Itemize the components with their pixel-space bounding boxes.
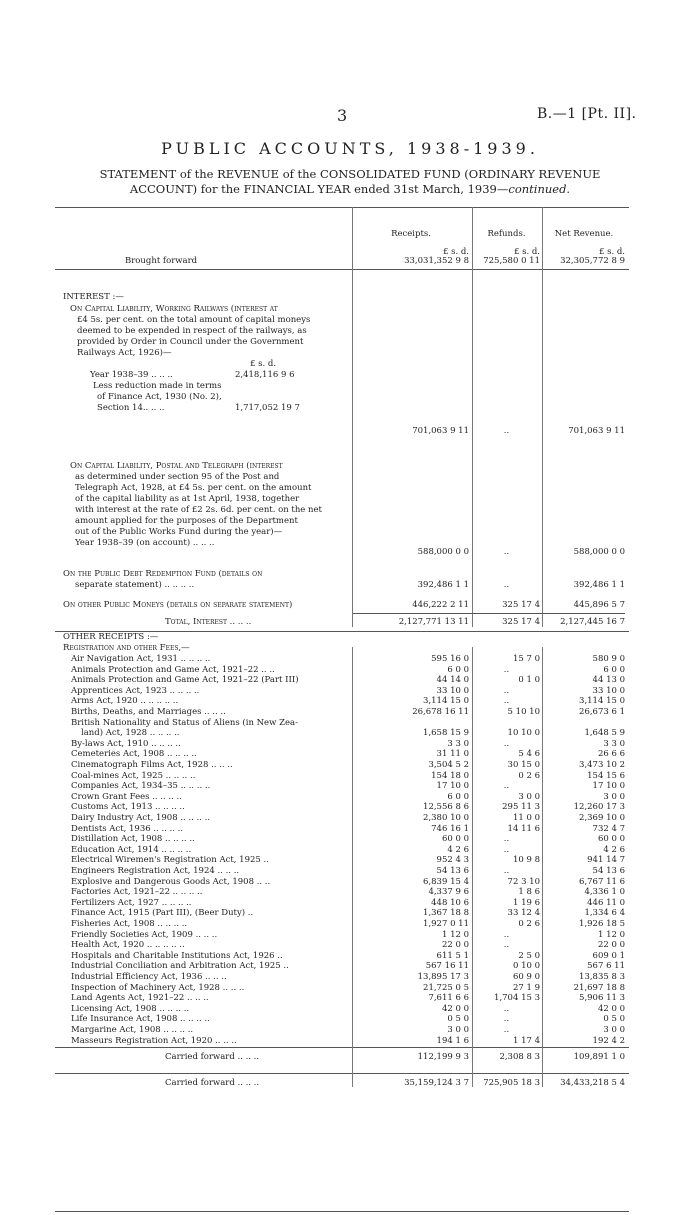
row-net: 1 12 0 bbox=[597, 929, 625, 940]
other-public-moneys-row bbox=[55, 600, 629, 611]
table-row bbox=[55, 792, 629, 803]
row-receipts: 3,504 5 2 bbox=[428, 760, 469, 770]
row-net: 732 4 7 bbox=[592, 823, 625, 834]
postal-amount-row bbox=[55, 547, 629, 558]
row-refunds: .. bbox=[503, 738, 510, 749]
column-header-refunds: Refunds. bbox=[487, 229, 526, 239]
row-refunds: 0 2 6 bbox=[518, 919, 540, 929]
railways-year-amount: 2,418,116 9 6 bbox=[235, 370, 295, 380]
row-net: 567 6 11 bbox=[587, 961, 625, 972]
row-receipts: 0 5 0 bbox=[447, 1014, 469, 1025]
table-row bbox=[55, 696, 629, 707]
railways-receipts: 701,063 9 11 bbox=[412, 426, 469, 436]
row-refunds: 295 11 3 bbox=[502, 802, 540, 813]
row-label: Crown Grant Fees .. .. .. .. bbox=[71, 791, 182, 802]
carried-forward-row bbox=[55, 1078, 629, 1089]
row-label: Engineers Registration Act, 1924 .. .. .. bbox=[71, 866, 240, 876]
table-row bbox=[55, 866, 629, 877]
table-row bbox=[55, 675, 629, 686]
row-label: Customs Act, 1913 .. .. .. .. bbox=[71, 802, 185, 813]
railways-amount-row bbox=[55, 426, 629, 437]
row-receipts: 31 11 0 bbox=[436, 749, 469, 760]
row-receipts: 595 16 0 bbox=[431, 654, 469, 664]
carried-inner-receipts: 112,199 9 3 bbox=[417, 1052, 469, 1062]
debt-amount-row bbox=[55, 580, 629, 591]
row-refunds: 0 1 0 bbox=[518, 675, 540, 686]
row-receipts: 60 0 0 bbox=[441, 834, 469, 845]
row-label: Animals Protection and Game Act, 1921–22 (Part III) bbox=[71, 675, 299, 686]
table-row bbox=[55, 940, 629, 951]
row-receipts: 13,895 17 3 bbox=[417, 972, 469, 982]
row-receipts: 6 0 0 bbox=[447, 791, 469, 802]
railway-block-line: Railways Act, 1926)— bbox=[77, 348, 172, 358]
registration-subheading: Registration and other Fees,— bbox=[63, 643, 190, 653]
row-label: Fisheries Act, 1908 .. .. .. .. bbox=[71, 919, 188, 929]
row-net: 3,473 10 2 bbox=[579, 760, 625, 770]
table-row bbox=[55, 877, 629, 888]
row-receipts: 746 16 1 bbox=[431, 823, 469, 834]
subtitle-line-2 bbox=[60, 182, 640, 197]
row-receipts: 6,839 15 4 bbox=[423, 876, 469, 887]
row-refunds: 10 10 0 bbox=[507, 728, 540, 739]
subtitle-line-2-text: ACCOUNT) for the FINANCIAL YEAR ended 31st March, 1939— bbox=[129, 182, 509, 196]
row-receipts: 33 10 0 bbox=[436, 685, 469, 696]
row-label: Cinematograph Films Act, 1928 .. .. .. bbox=[71, 760, 233, 770]
row-label: Life Insurance Act, 1908 .. .. .. .. bbox=[71, 1014, 210, 1025]
row-net: 33 10 0 bbox=[592, 685, 625, 696]
table-row bbox=[55, 760, 629, 771]
row-receipts: 3 3 0 bbox=[447, 738, 469, 749]
debt-receipts: 392,486 1 1 bbox=[417, 580, 469, 590]
railway-block-line: provided by Order in Council under the Government bbox=[77, 337, 304, 347]
row-label: British Nationality and Status of Aliens (in New Zea- bbox=[71, 717, 298, 728]
total-interest-net: 2,127,445 16 7 bbox=[560, 617, 625, 627]
debt-net: 392,486 1 1 bbox=[573, 580, 625, 590]
row-label: Dentists Act, 1936 .. .. .. .. bbox=[71, 823, 184, 834]
row-label: Animals Protection and Game Act, 1921–22 .. .. bbox=[71, 664, 275, 675]
row-net: 3,114 15 0 bbox=[579, 696, 625, 707]
row-net: 3 3 0 bbox=[603, 738, 625, 749]
table-row bbox=[55, 993, 629, 1004]
row-label: Fertilizers Act, 1927 .. .. .. .. bbox=[71, 897, 192, 908]
col-divider-1 bbox=[352, 207, 353, 627]
page-title: PUBLIC ACCOUNTS, 1938-1939. bbox=[161, 139, 539, 158]
row-net: 3 0 0 bbox=[603, 1025, 625, 1035]
row-net: 1,648 5 9 bbox=[584, 728, 625, 739]
row-net: 3 0 0 bbox=[603, 791, 625, 802]
row-net: 192 4 2 bbox=[592, 1035, 625, 1046]
other-public-moneys-net: 445,896 5 7 bbox=[573, 600, 625, 610]
row-net: 4 2 6 bbox=[603, 844, 625, 855]
row-refunds: 1 8 6 bbox=[518, 887, 540, 898]
total-interest-refunds: 325 17 4 bbox=[502, 617, 540, 627]
row-refunds: .. bbox=[503, 696, 510, 707]
row-net: 941 14 7 bbox=[587, 855, 625, 866]
subtitle-line-1: STATEMENT of the REVENUE of the CONSOLIDATED FUND (ORDINARY REVENUE bbox=[99, 167, 601, 181]
row-receipts: 154 18 0 bbox=[431, 770, 469, 781]
row-receipts: 194 1 6 bbox=[436, 1035, 469, 1046]
row-receipts: 1 12 0 bbox=[441, 929, 469, 940]
column-header-net: Net Revenue. bbox=[554, 229, 614, 239]
table-row bbox=[55, 802, 629, 813]
carried-forward-net: 34,433,218 5 4 bbox=[560, 1078, 625, 1088]
table-row bbox=[55, 781, 629, 792]
subtotal-rule bbox=[353, 613, 625, 614]
row-refunds: 1 19 6 bbox=[512, 897, 540, 908]
row-refunds: 27 1 9 bbox=[512, 982, 540, 993]
row-receipts: 448 10 6 bbox=[431, 897, 469, 908]
row-label: Health Act, 1920 .. .. .. .. .. bbox=[71, 940, 185, 951]
railways-less-line-2: of Finance Act, 1930 (No. 2), bbox=[97, 392, 222, 402]
row-net: 4,336 1 0 bbox=[584, 887, 625, 898]
row-net: 21,697 18 8 bbox=[573, 982, 625, 993]
carried-inner-net: 109,891 1 0 bbox=[573, 1052, 625, 1062]
postal-block-line: as determined under section 95 of the Post and bbox=[75, 472, 280, 482]
page-number: 3 bbox=[337, 106, 348, 125]
table-row bbox=[55, 824, 629, 835]
row-net: 6 0 0 bbox=[603, 664, 625, 675]
row-net: 154 15 6 bbox=[587, 770, 625, 781]
row-receipts: 44 14 0 bbox=[436, 675, 469, 686]
railways-less-amount: 1,717,052 19 7 bbox=[235, 403, 300, 413]
row-label: Education Act, 1914 .. .. .. .. bbox=[71, 844, 192, 855]
row-refunds: 30 15 0 bbox=[507, 760, 540, 770]
row-label: Inspection of Machinery Act, 1928 .. .. .. bbox=[71, 982, 245, 993]
railways-refunds: .. bbox=[503, 426, 510, 436]
row-refunds: 5 4 6 bbox=[518, 749, 540, 760]
other-public-moneys-label: On other Public Moneys (details on separate statement) bbox=[63, 600, 293, 610]
row-label: land) Act, 1928 .. .. .. .. bbox=[81, 728, 180, 739]
lsd-header-net: £ s. d. bbox=[598, 247, 625, 257]
railways-net: 701,063 9 11 bbox=[568, 426, 625, 436]
row-receipts: 17 10 0 bbox=[436, 781, 469, 792]
railway-block-line: £4 5s. per cent. on the total amount of capital moneys bbox=[77, 315, 311, 325]
railways-year-label: Year 1938–39 .. .. .. bbox=[90, 370, 173, 380]
carried-inner-refunds: 2,308 8 3 bbox=[499, 1052, 540, 1062]
row-label: Cemeteries Act, 1908 .. .. .. .. bbox=[71, 749, 197, 760]
railways-lsd-head: £ s. d. bbox=[250, 359, 277, 369]
row-label: Industrial Efficiency Act, 1936 .. .. .. bbox=[71, 972, 227, 982]
postal-block-line: amount applied for the purposes of the Department bbox=[75, 516, 298, 526]
row-net: 1,926 18 5 bbox=[579, 919, 625, 929]
row-receipts: 567 16 11 bbox=[425, 961, 469, 972]
row-net: 6,767 11 6 bbox=[579, 876, 625, 887]
table-row bbox=[55, 1004, 629, 1015]
row-receipts: 611 5 1 bbox=[436, 950, 469, 961]
debt-line-2: separate statement) .. .. .. .. bbox=[75, 580, 195, 590]
row-label: Licensing Act, 1908 .. .. .. .. bbox=[71, 1003, 190, 1014]
table-row bbox=[55, 1014, 629, 1025]
row-receipts: 1,658 15 9 bbox=[423, 728, 469, 739]
table-row bbox=[55, 834, 629, 845]
row-receipts: 952 4 3 bbox=[436, 855, 469, 866]
row-refunds: 0 2 6 bbox=[518, 770, 540, 781]
row-label: Apprentices Act, 1923 .. .. .. .. bbox=[71, 685, 200, 696]
col-divider-3 bbox=[542, 207, 543, 627]
row-label: Arms Act, 1920 .. .. .. .. .. bbox=[71, 696, 179, 707]
row-receipts: 2,380 10 0 bbox=[423, 813, 469, 823]
table-row bbox=[55, 654, 629, 665]
row-label: Explosive and Dangerous Goods Act, 1908 .. .. bbox=[71, 876, 271, 887]
row-refunds: .. bbox=[503, 1025, 510, 1035]
row-receipts: 26,678 16 11 bbox=[412, 707, 469, 717]
postal-receipts: 588,000 0 0 bbox=[417, 547, 469, 557]
postal-block-line: with interest at the rate of £2 2s. 6d. per cent. on the net bbox=[75, 505, 322, 515]
row-refunds: 2 5 0 bbox=[518, 950, 540, 961]
table-row bbox=[55, 961, 629, 972]
table-row bbox=[55, 665, 629, 676]
other-receipts-heading: OTHER RECEIPTS :— bbox=[63, 632, 159, 642]
row-refunds: 5 10 10 bbox=[507, 707, 540, 717]
lsd-header-receipts: £ s. d. bbox=[442, 247, 469, 257]
table-row bbox=[55, 951, 629, 962]
postal-refunds: .. bbox=[503, 547, 510, 557]
brought-forward-net: 32,305,772 8 9 bbox=[560, 256, 625, 266]
row-receipts: 42 0 0 bbox=[441, 1003, 469, 1014]
other-public-moneys-receipts: 446,222 2 11 bbox=[412, 600, 469, 610]
row-net: 42 0 0 bbox=[597, 1003, 625, 1014]
row-label: Margarine Act, 1908 .. .. .. .. bbox=[71, 1025, 194, 1035]
row-label: Companies Act, 1934–35 .. .. .. .. bbox=[71, 781, 211, 792]
table-row bbox=[55, 813, 629, 824]
brought-forward-receipts: 33,031,352 9 8 bbox=[404, 256, 469, 266]
carried-forward-receipts: 35,159,124 3 7 bbox=[404, 1078, 469, 1088]
row-refunds: 1,704 15 3 bbox=[494, 993, 540, 1004]
debt-line-1: On the Public Debt Redemption Fund (details on bbox=[63, 569, 263, 579]
row-label: Births, Deaths, and Marriages .. .. .. bbox=[71, 707, 226, 717]
row-refunds: 14 11 6 bbox=[507, 823, 540, 834]
page-reference: B.—1 [Pt. II]. bbox=[537, 106, 637, 122]
row-net: 609 0 1 bbox=[592, 950, 625, 961]
row-net: 2,369 10 0 bbox=[579, 813, 625, 823]
row-net: 1,334 6 4 bbox=[584, 908, 625, 919]
row-label: Factories Act, 1921–22 .. .. .. .. bbox=[71, 887, 203, 898]
railway-block-line: deemed to be expended in respect of the railways, as bbox=[77, 326, 307, 336]
table-row bbox=[55, 739, 629, 750]
row-receipts: 1,927 0 11 bbox=[423, 919, 469, 929]
row-refunds: 11 0 0 bbox=[512, 813, 540, 823]
row-receipts: 4,337 9 6 bbox=[428, 887, 469, 898]
carried-inner-label: Carried forward .. .. .. bbox=[165, 1052, 260, 1062]
row-refunds: .. bbox=[503, 866, 510, 876]
row-receipts: 3,114 15 0 bbox=[423, 696, 469, 707]
brought-forward-refunds: 725,580 0 11 bbox=[483, 256, 540, 266]
row-net: 60 0 0 bbox=[597, 834, 625, 845]
row-receipts: 7,611 6 6 bbox=[428, 993, 469, 1004]
row-refunds: 1 17 4 bbox=[512, 1035, 540, 1046]
row-refunds: .. bbox=[503, 940, 510, 951]
row-label: Coal-mines Act, 1925 .. .. .. .. bbox=[71, 770, 196, 781]
row-label: Industrial Conciliation and Arbitration Act, 1925 .. bbox=[71, 961, 289, 972]
row-net: 0 5 0 bbox=[603, 1014, 625, 1025]
statement-subtitle bbox=[60, 167, 640, 197]
row-net: 13,835 8 3 bbox=[579, 972, 625, 982]
row-receipts: 3 0 0 bbox=[447, 1025, 469, 1035]
table-row bbox=[55, 908, 629, 919]
row-net: 22 0 0 bbox=[597, 940, 625, 951]
row-refunds: 3 0 0 bbox=[518, 791, 540, 802]
row-label: Electrical Wiremen's Registration Act, 1925 .. bbox=[71, 855, 269, 866]
postal-block-line: out of the Public Works Fund during the year)— bbox=[75, 527, 283, 537]
lsd-header-refunds: £ s. d. bbox=[513, 247, 540, 257]
row-refunds: 10 9 8 bbox=[512, 855, 540, 866]
row-refunds: 33 12 4 bbox=[507, 908, 540, 919]
row-receipts: 12,556 8 6 bbox=[423, 802, 469, 813]
postal-net: 588,000 0 0 bbox=[573, 547, 625, 557]
table-row bbox=[55, 887, 629, 898]
postal-block-line: of the capital liability as at 1st April, 1938, together bbox=[75, 494, 300, 504]
row-refunds: .. bbox=[503, 844, 510, 855]
carried-forward-refunds: 725,905 18 3 bbox=[483, 1078, 540, 1088]
row-refunds: 60 9 0 bbox=[512, 972, 540, 982]
row-receipts: 1,367 18 8 bbox=[423, 908, 469, 919]
row-label: Distillation Act, 1908 .. .. .. .. bbox=[71, 834, 195, 845]
row-net: 446 11 0 bbox=[587, 897, 625, 908]
table-row bbox=[55, 855, 629, 866]
row-net: 17 10 0 bbox=[592, 781, 625, 792]
postal-block-line: Year 1938–39 (on account) .. .. .. bbox=[75, 538, 215, 548]
row-receipts: 54 13 6 bbox=[436, 866, 469, 876]
carried-inner-row bbox=[55, 1052, 629, 1063]
brought-forward-label: Brought forward bbox=[125, 256, 198, 266]
row-receipts: 21,725 0 5 bbox=[423, 982, 469, 993]
table-row bbox=[55, 771, 629, 782]
table-row bbox=[55, 728, 629, 739]
other-public-moneys-refunds: 325 17 4 bbox=[502, 600, 540, 610]
row-refunds: .. bbox=[503, 1003, 510, 1014]
row-label: Dairy Industry Act, 1908 .. .. .. .. bbox=[71, 813, 211, 823]
row-net: 5,906 11 3 bbox=[579, 993, 625, 1004]
table-row bbox=[55, 898, 629, 909]
row-net: 12,260 17 3 bbox=[573, 802, 625, 813]
table-row bbox=[55, 686, 629, 697]
row-receipts: 22 0 0 bbox=[441, 940, 469, 951]
row-refunds: .. bbox=[503, 1014, 510, 1025]
table-row bbox=[55, 718, 629, 729]
table-row bbox=[55, 1025, 629, 1036]
row-label: Hospitals and Charitable Institutions Act, 1926 .. bbox=[71, 950, 283, 961]
row-refunds: .. bbox=[503, 664, 510, 675]
row-refunds: .. bbox=[503, 781, 510, 792]
railway-block-line: On Capital Liability, Working Railways (interest at bbox=[70, 304, 278, 314]
subtitle-continued: continued. bbox=[508, 182, 571, 196]
row-receipts: 4 2 6 bbox=[447, 844, 469, 855]
postal-block-line: Telegraph Act, 1928, at £4 5s. per cent. on the amount bbox=[75, 483, 312, 493]
table-row bbox=[55, 845, 629, 856]
row-net: 54 13 6 bbox=[592, 866, 625, 876]
row-refunds: .. bbox=[503, 929, 510, 940]
row-net: 26 6 6 bbox=[597, 749, 625, 760]
brought-forward-row bbox=[55, 256, 629, 267]
table-row bbox=[55, 972, 629, 983]
table-row bbox=[55, 1036, 629, 1047]
revenue-table bbox=[55, 207, 629, 1212]
table-row bbox=[55, 930, 629, 941]
railways-less-line-3: Section 14.. .. .. bbox=[97, 403, 165, 413]
table-row bbox=[55, 749, 629, 760]
table-row bbox=[55, 707, 629, 718]
row-refunds: 15 7 0 bbox=[512, 654, 540, 664]
table-row bbox=[55, 919, 629, 930]
total-interest-receipts: 2,127,771 13 11 bbox=[398, 617, 469, 627]
row-refunds: 72 3 10 bbox=[507, 876, 540, 887]
row-label: Air Navigation Act, 1931 .. .. .. .. bbox=[71, 654, 211, 664]
row-label: Land Agents Act, 1921–22 .. .. .. bbox=[71, 993, 209, 1004]
row-label: Masseurs Registration Act, 1920 .. .. .. bbox=[71, 1035, 237, 1046]
debt-refunds: .. bbox=[503, 580, 510, 590]
row-net: 580 9 0 bbox=[592, 654, 625, 664]
carried-forward-label: Carried forward .. .. .. bbox=[165, 1078, 260, 1088]
row-label: Finance Act, 1915 (Part III), (Beer Duty) .. bbox=[71, 908, 254, 919]
row-net: 44 13 0 bbox=[592, 675, 625, 686]
row-label: Friendly Societies Act, 1909 .. .. .. bbox=[71, 929, 218, 940]
row-refunds: .. bbox=[503, 834, 510, 845]
col-divider-2 bbox=[472, 207, 473, 627]
extra-rule bbox=[55, 1211, 629, 1212]
row-receipts: 6 0 0 bbox=[447, 664, 469, 675]
row-net: 26,673 6 1 bbox=[579, 707, 625, 717]
total-interest-row bbox=[55, 617, 629, 628]
interest-heading: INTEREST :— bbox=[63, 292, 124, 302]
railways-less-line-1: Less reduction made in terms bbox=[93, 381, 222, 391]
postal-block-line: On Capital Liability, Postal and Telegraph (interest bbox=[70, 461, 283, 471]
row-refunds: .. bbox=[503, 685, 510, 696]
total-interest-label: Total, Interest .. .. .. bbox=[165, 617, 252, 627]
column-header-receipts: Receipts. bbox=[391, 229, 431, 239]
table-row bbox=[55, 983, 629, 994]
row-label: By-laws Act, 1910 .. .. .. .. bbox=[71, 738, 181, 749]
row-refunds: 0 10 0 bbox=[512, 961, 540, 972]
